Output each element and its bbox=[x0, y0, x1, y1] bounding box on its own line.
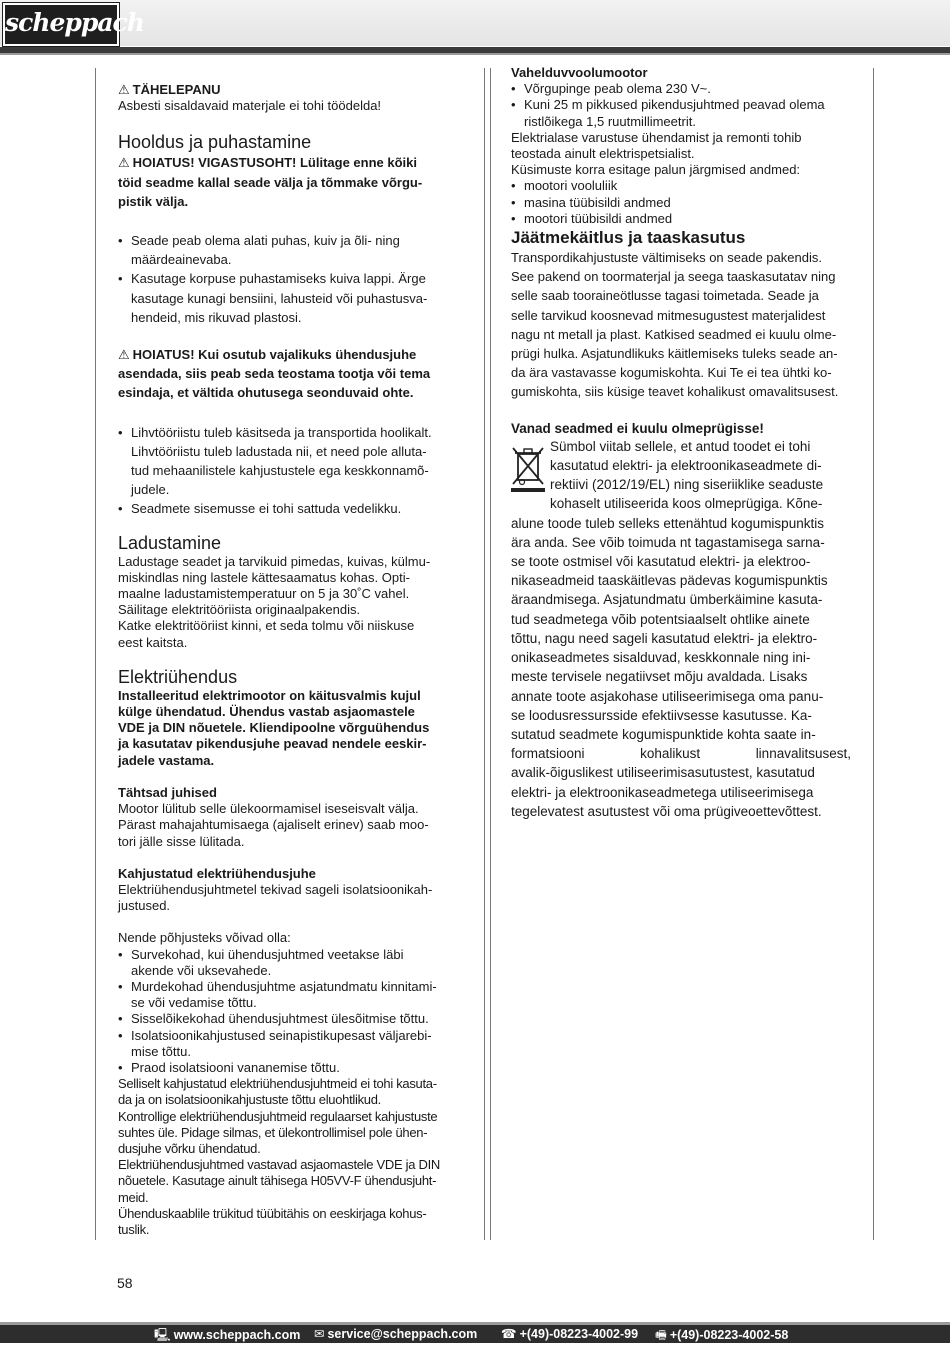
list-item: • Seadmete sisemusse ei tohi sattuda vedelikku. bbox=[118, 501, 402, 517]
left-column-rule bbox=[95, 68, 96, 1240]
page-number: 58 bbox=[117, 1275, 133, 1291]
page-header bbox=[0, 0, 950, 60]
list-item: • Murdekohad ühendusjuhtme asjatundmatu kinnitami- se või vedamise tõttu. bbox=[118, 978, 437, 1011]
warning-cable-replacement: ⚠ HOIATUS! Kui osutub vajalikuks ühendusjuhe asendada, siis peab seda teostama tootja või tema esindaja, et vältida ohutusega seonduvaid ohte. bbox=[118, 347, 431, 401]
warning-triangle-icon: ⚠ bbox=[118, 82, 130, 97]
damaged-cable-text: Elektriühendusjuhtmetel tekivad sageli isolatsioonikah- justused. bbox=[118, 881, 433, 914]
list-item: • Võrgupinge peab olema 230 V~. bbox=[511, 81, 711, 97]
crossed-bin-icon bbox=[511, 444, 547, 492]
list-item: • Survekohad, kui ühendusjuhtmed veetakse läbi akende või uksevahede. bbox=[118, 946, 404, 978]
list-item: • Lihvtööriistu tuleb käsitseda ja transportida hoolikalt. Lihvtööriistu tuleb ladustada nii, et need pole alluta- tud mehaanilistele kahjustustele ega keskkonnamõ- judele. bbox=[118, 424, 432, 498]
footer-web[interactable]: 🖳 www.scheppach.com bbox=[154, 1328, 301, 1342]
list-item: • mootori vooluliik bbox=[511, 178, 618, 194]
ac-text: Elektrialase varustuse ühendamist ja remonti tohib teostada ainult elektrispetsialist. Küsimuste korra esitage palun järgmised andmed: bbox=[511, 129, 802, 178]
ac-motor-heading: Vahelduvvoolumootor bbox=[511, 65, 648, 80]
ac-list bbox=[511, 81, 851, 130]
maintenance-heading: Hooldus ja puhastamine bbox=[118, 132, 312, 153]
transport-list bbox=[118, 423, 456, 519]
warning-triangle-icon: ⚠ bbox=[118, 347, 130, 363]
weee-heading: Vanad seadmed ei kuulu olmeprügisse! bbox=[511, 420, 764, 436]
header-rule bbox=[0, 47, 950, 55]
storage-text: Ladustage seadet ja tarvikuid pimedas, kuivas, külmu- miskindlas ning lastele kättesaamatus kohas. Opti- maalne ladustamistemperatuur on 5 ja 30˚C vahel. Säilitage elektritööriista originaalpakendis. Katke elektritööriist kinni, et seda tolmu või niiskuse eest kaitsta. bbox=[118, 553, 431, 650]
damaged-cable-heading: Kahjustatud elektriühendusjuhe bbox=[118, 865, 316, 881]
mail-icon: ✉ bbox=[314, 1327, 325, 1341]
ac-data-list bbox=[511, 178, 851, 227]
electrical-text: Installeeritud elektrimootor on käitusvalmis kujul külge ühendatud. Ühendus vastab asjaomastele VDE ja DIN nõuetele. Kliendipoolne võrguühendus ja kasutatav pikendusjuhe peavad nendele eeskir- jadele vastama. bbox=[118, 687, 430, 768]
disposal-text: Transpordikahjustuste vältimiseks on seade pakendis. See pakend on toormaterjal ja seega taaskasutatav ning selle saab tooraineötlusse tagasi toimetada. Seade ja selle tarvikud koosnevad mitmesugustest materjalidest nagu nt metall ja plast. Katkised seadmed ei kuulu olme- prügi hulka. Asjatundlikuks käitlemiseks tuleks seade an- da ära vastavasse kogumiskohta. Kui Te ei tea ühtki ko- gumiskohta, siis küsige teavet kohalikust omavalitsusest. bbox=[511, 250, 839, 400]
closing-text: Selliselt kahjustatud elektriühendusjuhtmeid ei tohi kasuta- da ja on isolatsioonikahjustuste tõttu eluohtlikud. Kontrollige elektriühendusjuhtmeid regulaarset kahjustuste suhtes üle. Pidage silmas, et ülekontrollimisel pole ühen- dusjuhe võrku ühendatud. Elektriühendusjuhtmed vastavad asjaomastele VDE ja DIN nõuetele. Kasutage ainult tähisega H05VV-F ühendusjuht- meid. Ühenduskaablile trükitud tüübitähis on eeskirjaga kohus- tuslik. bbox=[118, 1076, 440, 1237]
notes-heading: Tähtsad juhised bbox=[118, 784, 217, 800]
footer-fax[interactable]: 🖷 +(49)-08223-4002-58 bbox=[655, 1328, 789, 1342]
disposal-heading: Jäätmekäitlus ja taaskasutus bbox=[511, 228, 746, 248]
footer-bar bbox=[0, 1322, 950, 1343]
list-item: • Kuni 25 m pikkused pikendusjuhtmed peavad olema ristlõikega 1,5 ruutmillimeetrit. bbox=[511, 97, 825, 129]
warning-injury: ⚠ HOIATUS! VIGASTUSOHT! Lülitage enne kõiki töid seadme kallal seade välja ja tõmmake võrgu- pistik välja. bbox=[118, 155, 423, 209]
phone-icon: ☎ bbox=[501, 1327, 517, 1341]
causes-list bbox=[118, 947, 456, 1077]
notes-text: Mootor lülitub selle ülekoormamisel iseseisvalt välja. Pärast mahajahtumisaega (ajaliselt erinev) saab moo- tori jälle sisse lülitada. bbox=[118, 801, 429, 849]
list-item: • mootori tüübisildi andmed bbox=[511, 210, 673, 226]
scheppach-logo bbox=[3, 3, 144, 46]
list-item: • masina tüübisildi andmed bbox=[511, 194, 671, 210]
caution-title: ⚠ TÄHELEPANU bbox=[118, 82, 221, 97]
storage-heading: Ladustamine bbox=[118, 532, 222, 553]
footer-phone[interactable]: ☎ +(49)-08223-4002-99 bbox=[501, 1327, 639, 1341]
center-column-rule-left bbox=[484, 68, 485, 1240]
warning-triangle-icon: ⚠ bbox=[118, 155, 130, 171]
weee-line-justified: formatsiooni kohalikust linnavalitsusest, bbox=[511, 746, 851, 762]
footer-email[interactable]: ✉ service@scheppach.com bbox=[314, 1327, 478, 1341]
right-column bbox=[511, 65, 851, 821]
center-column-rule-right bbox=[490, 68, 491, 1240]
left-column bbox=[118, 82, 456, 1238]
logo-text: scheppach bbox=[5, 8, 144, 37]
list-item: • Sisselõikekohad ühendusjuhtmest ülesõitmise tõttu. bbox=[118, 1011, 429, 1027]
list-item: • Isolatsioonikahjustused seinapistikupesast väljarebi- mise tõttu. bbox=[118, 1027, 432, 1059]
fax-icon: 🖷 bbox=[655, 1328, 667, 1342]
right-column-rule bbox=[873, 68, 874, 1240]
weee-text: Sümbol viitab sellele, et antud toodet ei tohi kasutatud elektri- ja elektroonikaseadmete di- rektiivi (2012/19/EL) ning siseriiklike seaduste kohaselt utiliseerida koos olmeprügiga. Kõne- alune toode tuleb selleks ettenähtud kogumispunktis ära anda. See võib toimuda nt tagastamisega sarna- se toote ostmisel või kasutatud elektri- ja elektroo- nikaseadmeid taaskäitlevas pädevas kogumispunktis äraandmisega. Asjatundmatu ümberkäimine kasuta- tud seadmetega võib potentsiaalselt ohtlike ainete tõttu, nagu need sageli kasutatud elektri- ja elektro- onikaseadmetes sisalduvad, keskkonnale ning ini- meste tervisele negatiivset mõju avaldada. Lisaks annate toote asjakohase utiliseerimisega oma panu- se loodusressursside efektiivsesse kasutusse. Ka- sutatud seadmete kogumispunktide kohta saate in- formatsiooni kohalikust linnavalitsusest, avalik-õiguslikest utiliseerimisasutustest, kasutatud elektri- ja elektroonikaseadmetega utiliseerimisega tegelevatest asutustest või oma prügiveoettevõttest. bbox=[511, 438, 851, 819]
list-item: • Seade peab olema alati puhas, kuiv ja õli- ning määrdeainevaba. bbox=[118, 233, 400, 268]
monitor-icon: 🖳 bbox=[154, 1328, 171, 1342]
maintenance-list bbox=[118, 231, 456, 327]
list-item: • Kasutage korpuse puhastamiseks kuiva lappi. Ärge kasutage kunagi bensiini, lahusteid või puhastusva- hendeid, mis rikuvad plastosi. bbox=[118, 271, 428, 325]
caution-text: Asbesti sisaldavaid materjale ei tohi töödelda! bbox=[118, 98, 382, 114]
list-item: • Praod isolatsiooni vananemise tõttu. bbox=[118, 1059, 340, 1075]
electrical-heading: Elektriühendus bbox=[118, 666, 238, 687]
causes-intro: Nende põhjusteks võivad olla: bbox=[118, 930, 291, 946]
